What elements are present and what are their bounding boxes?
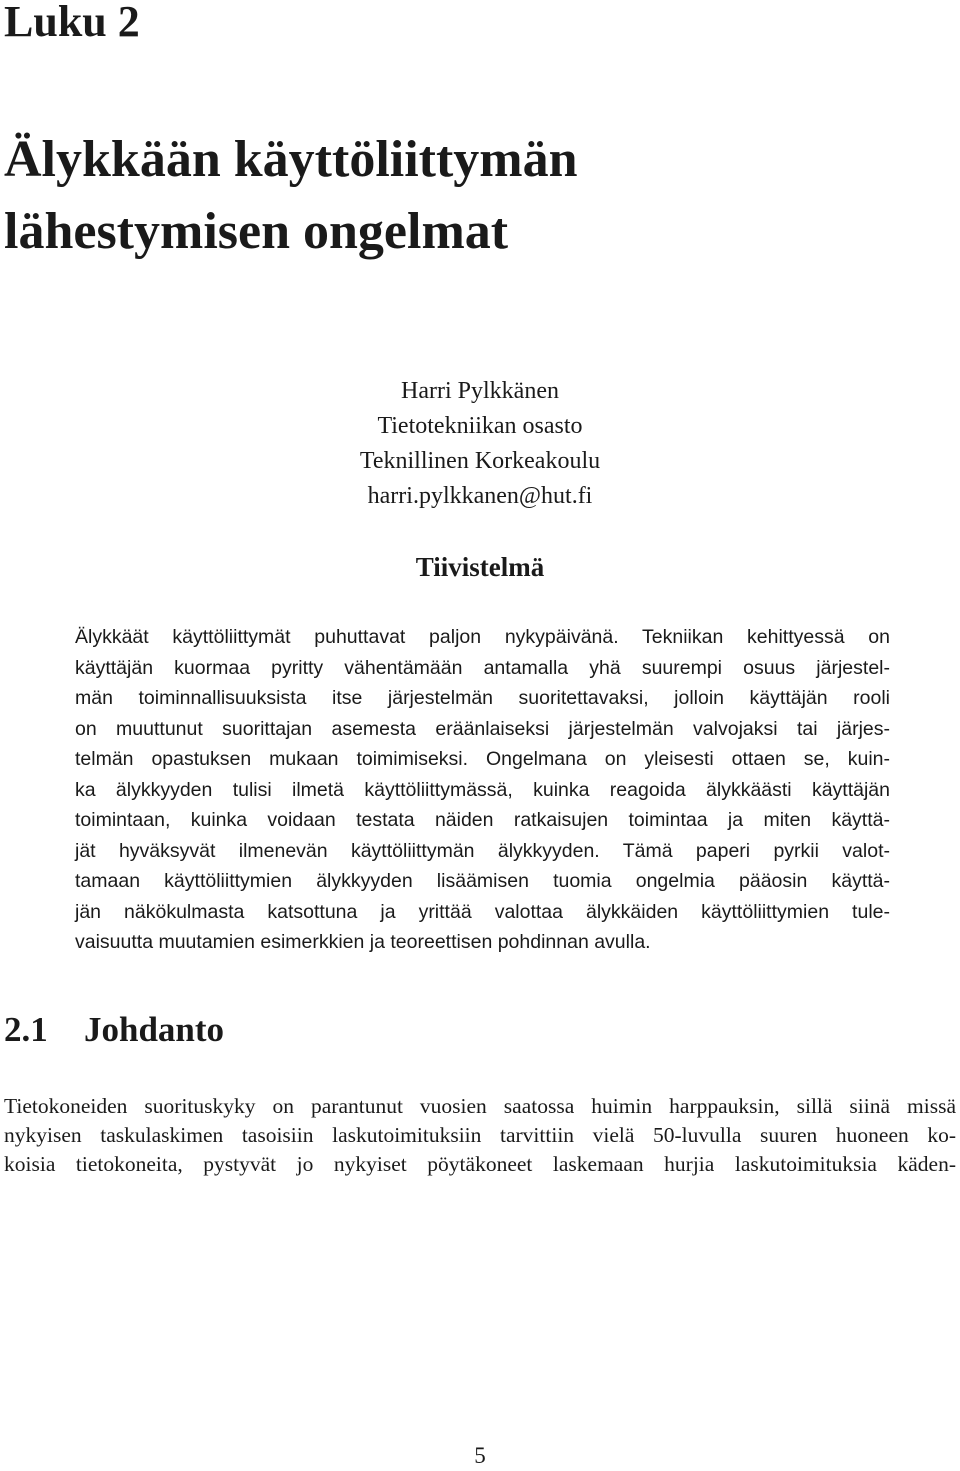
abstract-line: telmän opastuksen mukaan toimimiseksi. Ongelmana on yleisesti ottaen se, kuin- — [75, 748, 890, 770]
author-email: harri.pylkkanen@hut.fi — [367, 483, 593, 509]
section-heading — [4, 1008, 224, 1052]
body-line: koisia tietokoneita, pystyvät jo nykyiset pöytäkoneet laskemaan hurjia laskutoimituksia käden- — [4, 1152, 956, 1176]
section-title: Johdanto — [84, 1010, 225, 1049]
author-department: Tietotekniikan osasto — [377, 413, 583, 439]
section-number: 2.1 — [4, 1010, 48, 1049]
chapter-title-line: Älykkään käyttöliittymän — [4, 131, 578, 188]
chapter-label: Luku 2 — [4, 0, 140, 46]
abstract-line: toimintaan, kuinka voidaan testata näiden ratkaisujen toimintaa ja miten käyttä- — [75, 809, 890, 831]
abstract-line: ka älykkyyden tulisi ilmetä käyttöliittymässä, kuinka reagoida älykkäästi käyttäjän — [75, 778, 890, 801]
chapter-title — [4, 124, 944, 268]
body-line: nykyisen taskulaskimen tasoisiin laskutoimituksiin tarvittiin vielä 50-luvulla suuren huoneen ko- — [4, 1123, 956, 1147]
body-line: Tietokoneiden suorituskyky on parantunut vuosien saatossa huimin harppauksin, sillä siinä missä — [4, 1094, 956, 1118]
abstract-line: on muuttunut suorittajan asemesta eräänlaiseksi järjestelmän valvojaksi tai järjes- — [75, 717, 890, 740]
abstract-line: jän näkökulmasta katsottuna ja yrittää valottaa älykkäiden käyttöliittymien tule- — [75, 900, 890, 923]
abstract-line: Älykkäät käyttöliittymät puhuttavat paljon nykypäivänä. Tekniikan kehittyessä on — [75, 626, 890, 648]
abstract-line: vaisuutta muutamien esimerkkien ja teoreettisen pohdinnan avulla. — [75, 931, 651, 953]
section-body — [4, 1092, 956, 1179]
abstract-line: män toiminnallisuuksista itse järjestelmän suoritettavaksi, jolloin käyttäjän rooli — [75, 687, 890, 709]
abstract-heading: Tiivistelmä — [415, 552, 545, 582]
abstract-line: tamaan käyttöliittymien älykkyyden lisäämisen tuomia ongelmia pääosin käyttä- — [75, 870, 890, 892]
author-name: Harri Pylkkänen — [401, 378, 559, 404]
abstract-line: käyttäjän kuormaa pyritty vähentämään antamalla yhä suurempi osuus järjestel- — [75, 656, 890, 679]
abstract-line: jät hyväksyvät ilmenevän käyttöliittymän älykkyyden. Tämä paperi pyrkii valot- — [75, 839, 890, 862]
chapter-title-line: lähestymisen ongelmat — [4, 203, 509, 260]
abstract-body — [75, 622, 890, 958]
author-institution: Teknillinen Korkeakoulu — [359, 448, 601, 474]
page-number: 5 — [474, 1443, 486, 1468]
author-block — [0, 374, 960, 514]
